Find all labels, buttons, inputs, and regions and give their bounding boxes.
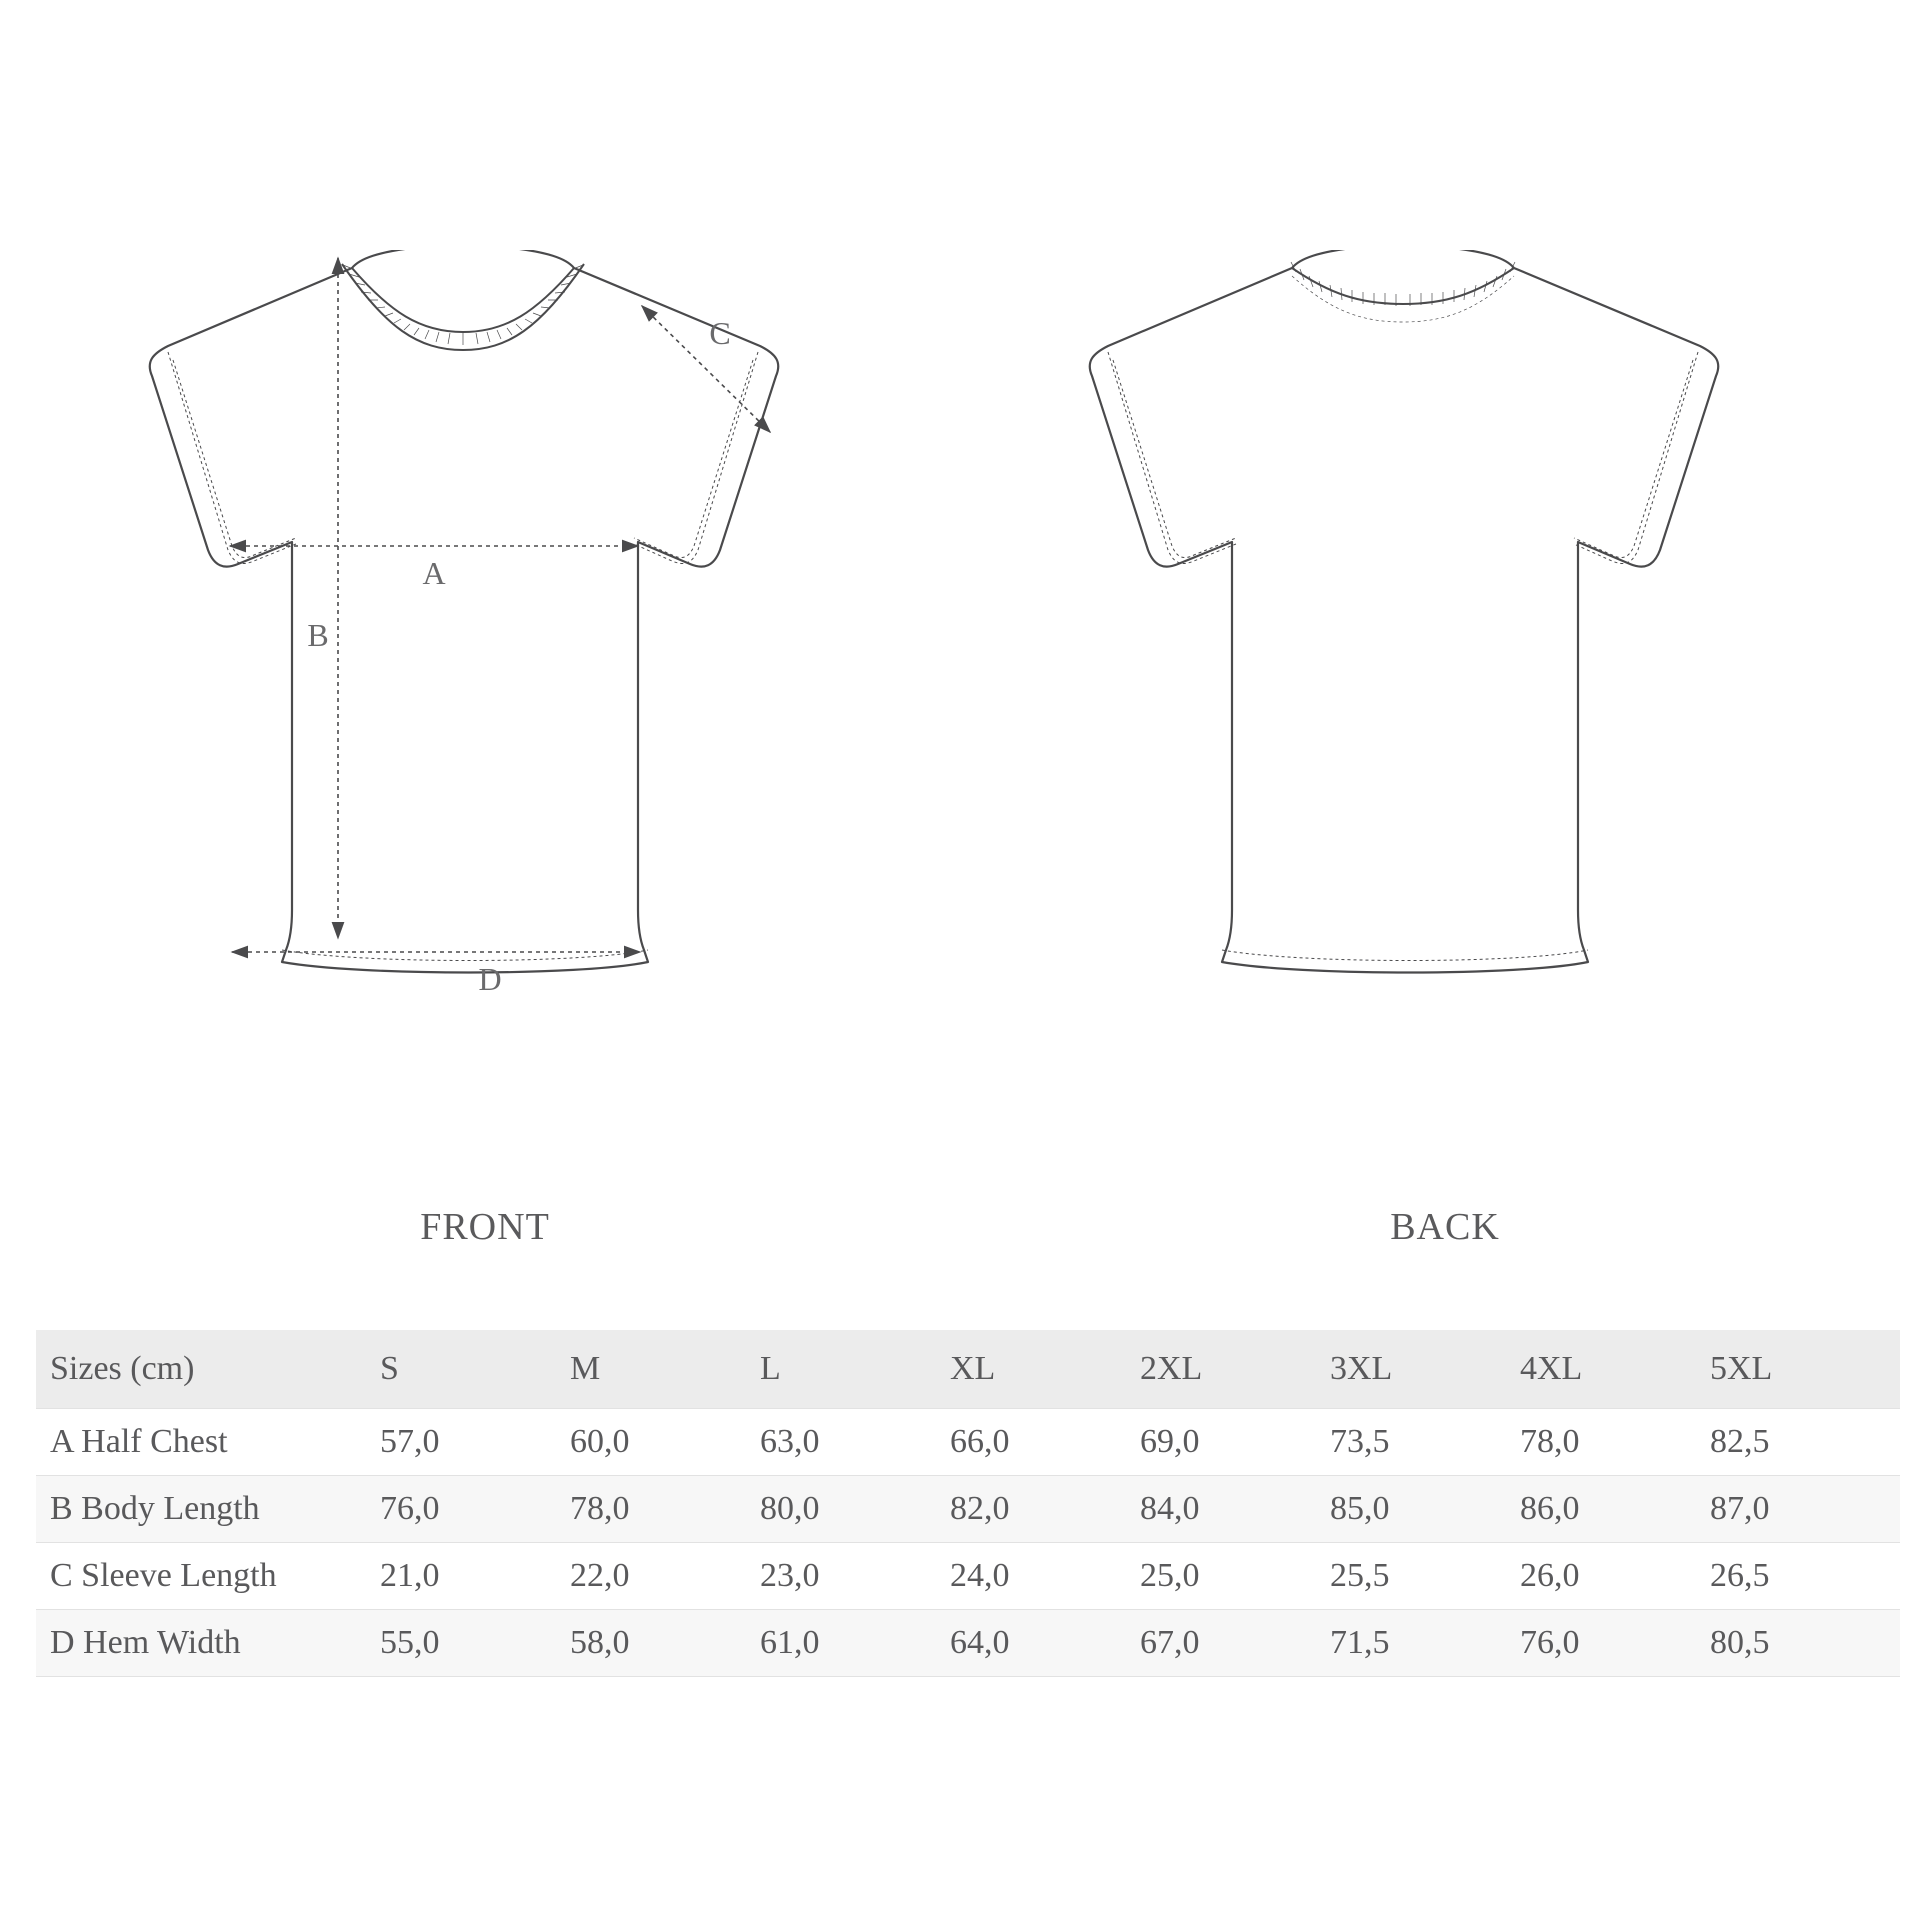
- cell-c-4xl: 26,0: [1520, 1543, 1710, 1610]
- cell-b-l: 80,0: [760, 1476, 950, 1543]
- cell-d-m: 58,0: [570, 1610, 760, 1677]
- cell-b-2xl: 84,0: [1140, 1476, 1330, 1543]
- cell-a-4xl: 78,0: [1520, 1409, 1710, 1476]
- cell-a-2xl: 69,0: [1140, 1409, 1330, 1476]
- cell-b-s: 76,0: [380, 1476, 570, 1543]
- cell-a-s: 57,0: [380, 1409, 570, 1476]
- header-l: L: [760, 1330, 950, 1409]
- back-view-caption: BACK: [1390, 1206, 1500, 1248]
- cell-d-xl: 64,0: [950, 1610, 1140, 1677]
- cell-c-5xl: 26,5: [1710, 1543, 1900, 1610]
- back-body-outline: [1090, 250, 1719, 973]
- cell-c-2xl: 25,0: [1140, 1543, 1330, 1610]
- row-label-d: D Hem Width: [36, 1610, 380, 1677]
- cell-d-5xl: 80,5: [1710, 1610, 1900, 1677]
- cell-c-s: 21,0: [380, 1543, 570, 1610]
- size-table-head: [36, 1330, 1900, 1409]
- cell-b-m: 78,0: [570, 1476, 760, 1543]
- cell-c-xl: 24,0: [950, 1543, 1140, 1610]
- cell-a-5xl: 82,5: [1710, 1409, 1900, 1476]
- cell-d-3xl: 71,5: [1330, 1610, 1520, 1677]
- cell-c-m: 22,0: [570, 1543, 760, 1610]
- header-sizes: Sizes (cm): [36, 1330, 380, 1409]
- cell-d-l: 61,0: [760, 1610, 950, 1677]
- header-xl: XL: [950, 1330, 1140, 1409]
- header-2xl: 2XL: [1140, 1330, 1330, 1409]
- measure-label-d: D: [478, 961, 502, 997]
- cell-a-l: 63,0: [760, 1409, 950, 1476]
- size-table-container: [36, 1330, 1886, 1677]
- measure-label-b: B: [307, 617, 329, 653]
- cell-b-xl: 82,0: [950, 1476, 1140, 1543]
- cell-c-3xl: 25,5: [1330, 1543, 1520, 1610]
- table-row: [36, 1610, 1900, 1677]
- header-s: S: [380, 1330, 570, 1409]
- cell-d-s: 55,0: [380, 1610, 570, 1677]
- cell-d-2xl: 67,0: [1140, 1610, 1330, 1677]
- tshirt-front-illustration: [60, 250, 880, 1200]
- cell-a-xl: 66,0: [950, 1409, 1140, 1476]
- front-body-outline: [150, 250, 779, 973]
- tshirt-back-illustration: [1000, 250, 1820, 1200]
- cell-c-l: 23,0: [760, 1543, 950, 1610]
- size-table-body: [36, 1409, 1900, 1677]
- header-5xl: 5XL: [1710, 1330, 1900, 1409]
- header-m: M: [570, 1330, 760, 1409]
- header-4xl: 4XL: [1520, 1330, 1710, 1409]
- cell-b-5xl: 87,0: [1710, 1476, 1900, 1543]
- cell-a-m: 60,0: [570, 1409, 760, 1476]
- table-header-row: [36, 1330, 1900, 1409]
- header-3xl: 3XL: [1330, 1330, 1520, 1409]
- measure-label-a: A: [422, 555, 446, 591]
- table-row: [36, 1476, 1900, 1543]
- cell-b-3xl: 85,0: [1330, 1476, 1520, 1543]
- row-label-a: A Half Chest: [36, 1409, 380, 1476]
- measure-label-c: C: [709, 315, 731, 351]
- row-label-b: B Body Length: [36, 1476, 380, 1543]
- front-view-caption: FRONT: [420, 1206, 550, 1248]
- cell-a-3xl: 73,5: [1330, 1409, 1520, 1476]
- cell-b-4xl: 86,0: [1520, 1476, 1710, 1543]
- size-table: [36, 1330, 1900, 1677]
- table-row: [36, 1409, 1900, 1476]
- table-row: [36, 1543, 1900, 1610]
- cell-d-4xl: 76,0: [1520, 1610, 1710, 1677]
- row-label-c: C Sleeve Length: [36, 1543, 380, 1610]
